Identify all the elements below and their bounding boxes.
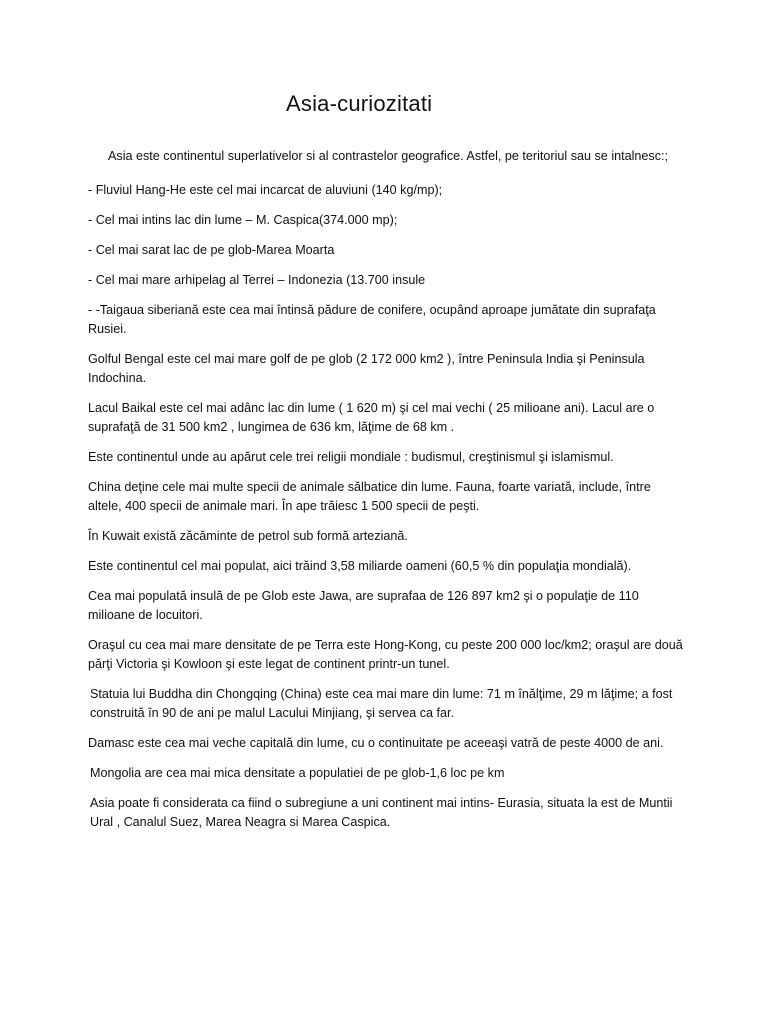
paragraph-kuwait: În Kuwait există zăcăminte de petrol sub formă arteziană. <box>88 529 408 543</box>
paragraph-hong-kong: Oraşul cu cea mai mare densitate de pe Terra este Hong-Kong, cu peste 200 000 loc/km2; oraşul are două părţi Victoria şi Kowloon şi este legat de continent printr-un tunel. <box>88 638 683 671</box>
paragraph-jawa: Cea mai populată insulă de pe Glob este Jawa, are suprafaa de 126 897 km2 şi o populaţie de 110 milioane de locuitori. <box>88 589 639 622</box>
paragraph-populatie: Este continentul cel mai populat, aici trăind 3,58 miliarde oameni (60,5 % din populaţia mondială). <box>88 559 632 573</box>
paragraph-golful-bengal: Golful Bengal este cel mai mare golf de pe glob (2 172 000 km2 ), între Peninsula India şi Peninsula Indochina. <box>88 352 645 385</box>
paragraph-damasc: Damasc este cea mai veche capitală din lume, cu o continuitate pe aceeaşi vatră de peste 4000 de ani. <box>88 736 664 750</box>
paragraph-indonezia: - Cel mai mare arhipelag al Terrei – Indonezia (13.700 insule <box>88 273 426 287</box>
document-title: Asia-curiozitati <box>286 91 433 116</box>
paragraph-mongolia: Mongolia are cea mai mica densitate a populatiei de pe glob-1,6 loc pe km <box>90 766 505 780</box>
paragraph-lacul-baikal: Lacul Baikal este cel mai adânc lac din lume ( 1 620 m) şi cel mai vechi ( 25 milioane ani). Lacul are o suprafaţă de 31 500 km2 , lungimea de 636 km, lăţime de 68 km . <box>88 401 655 434</box>
paragraph-intro: Asia este continentul superlativelor si al contrastelor geografice. Astfel, pe teritoriul sau se intalnesc:; <box>108 149 669 163</box>
paragraph-eurasia: Asia poate fi considerata ca fiind o subregiune a uni continent mai intins- Eurasia, situata la est de Muntii Ural , Canalul Suez, Marea Neagra si Marea Caspica. <box>90 796 673 829</box>
paragraph-hang-he: - Fluviul Hang-He este cel mai incarcat de aluviuni (140 kg/mp); <box>88 183 443 197</box>
paragraph-taigaua: - -Taigaua siberiană este cea mai întinsă pădure de conifere, ocupând aproape jumătate din suprafaţa Rusiei. <box>88 303 656 336</box>
paragraph-marea-moarta: - Cel mai sarat lac de pe glob-Marea Moarta <box>88 243 335 257</box>
document-page <box>88 86 684 843</box>
paragraph-caspica: - Cel mai intins lac din lume – M. Caspica(374.000 mp); <box>88 213 398 227</box>
paragraph-buddha: Statuia lui Buddha din Chongqing (China) este cea mai mare din lume: 71 m înălţime, 29 m lăţime; a fost construită în 90 de ani pe malul Lacului Minjiang, şi servea ca far. <box>90 687 673 720</box>
paragraph-china-fauna: China deţine cele mai multe specii de animale sălbatice din lume. Fauna, foarte variată, include, între altele, 400 specii de animale mari. În ape trăiesc 1 500 specii de peşti. <box>88 480 651 513</box>
paragraph-religii: Este continentul unde au apărut cele trei religii mondiale : budismul, creştinismul şi islamismul. <box>88 450 614 464</box>
